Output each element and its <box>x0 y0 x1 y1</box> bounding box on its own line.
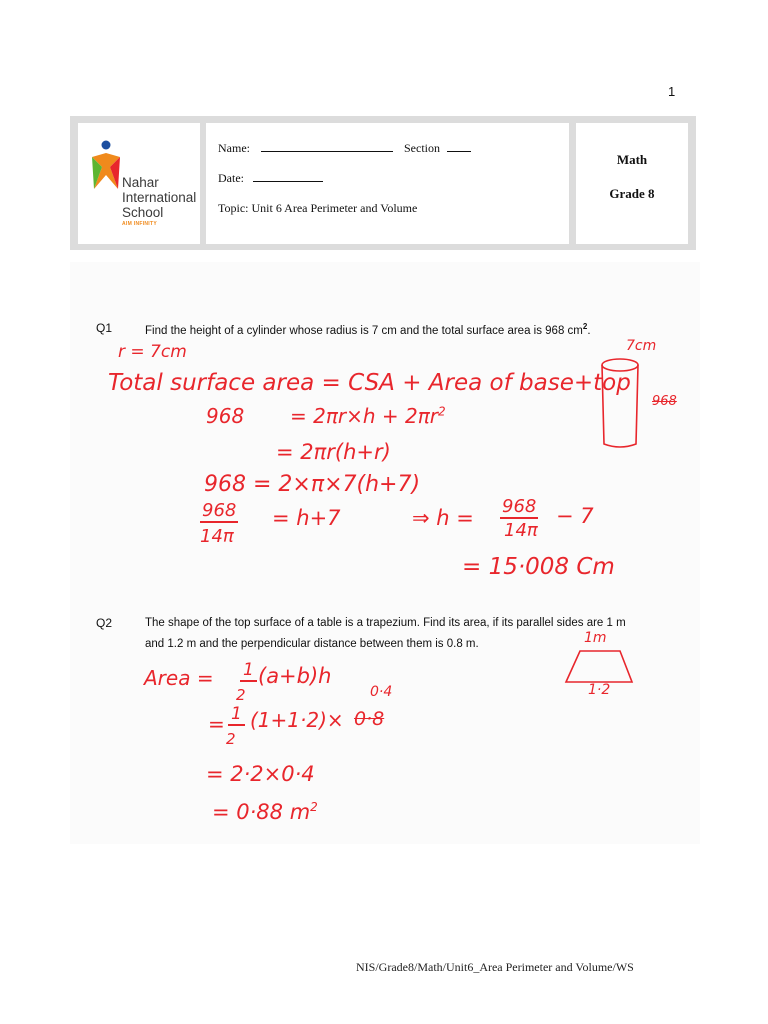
handwritten-fraction-numerator: 968 <box>202 500 237 521</box>
section-label: Section <box>404 141 440 155</box>
worksheet-header <box>70 116 696 250</box>
page-footer: NIS/Grade8/Math/Unit6_Area Perimeter and Volume/WS <box>356 960 634 974</box>
handwritten-step: = <box>208 712 225 736</box>
question-text: Find the height of a cylinder whose radius is 7 cm and the total surface area is 968 $cm^2$. <box>145 322 591 337</box>
school-logo <box>78 123 200 244</box>
handwritten-fraction-numerator: 968 <box>502 496 537 517</box>
question-number: Q1 <box>96 321 113 335</box>
subject-box <box>576 123 688 244</box>
handwritten-note: 0·4 <box>370 684 393 700</box>
handwritten-step: 968 <box>206 404 245 428</box>
date-field[interactable] <box>218 171 323 186</box>
school-tagline: AIM INFINITY <box>122 221 157 227</box>
student-info <box>206 123 569 244</box>
handwritten-step: = 2πr(h+r) <box>276 440 391 464</box>
handwritten-fraction-denominator: 2 <box>236 686 246 704</box>
cylinder-radius-label: 7cm <box>626 338 657 354</box>
handwritten-step: Total surface area = CSA + Area of base+top <box>108 370 631 396</box>
question-text: and 1.2 m and the perpendicular distance between them is 0.8 m. <box>145 638 479 650</box>
handwritten-fraction-denominator: 14π <box>200 526 234 547</box>
handwritten-step: ⇒ h = <box>412 506 474 530</box>
handwritten-step: (1+1·2)× <box>250 708 344 732</box>
handwritten-answer: = 15·008 Cm <box>462 554 615 580</box>
school-name: Nahar International School <box>122 175 197 220</box>
handwritten-step: 968 = 2×π×7(h+7) <box>204 472 421 497</box>
handwritten-step: = $2\pi r\times h + 2\pi r^2$ <box>290 404 446 428</box>
subject-label: Math <box>616 152 648 167</box>
handwritten-fraction-numerator: 1 <box>240 660 257 682</box>
handwritten-step: (a+b)h <box>258 664 332 688</box>
question-number: Q2 <box>96 616 113 630</box>
handwritten-step: r = 7cm <box>118 342 187 362</box>
date-label: Date: <box>218 171 244 185</box>
cylinder-area-label: 968 <box>652 394 677 409</box>
trapezium-top-label: 1m <box>584 630 607 646</box>
grade-label: Grade 8 <box>609 186 655 201</box>
handwritten-fraction-denominator: 14π <box>504 520 538 541</box>
question-text: The shape of the top surface of a table is a trapezium. Find its area, if its parallel sides are 1 m <box>145 617 626 629</box>
name-label: Name: <box>218 141 250 155</box>
handwritten-fraction-denominator: 2 <box>226 730 236 748</box>
handwritten-step: Area = <box>144 666 214 690</box>
handwritten-step: = h+7 <box>272 506 341 530</box>
page-number: 1 <box>668 84 676 99</box>
handwritten-step: = 2·2×0·4 <box>206 762 315 786</box>
handwritten-step: − 7 <box>556 504 594 528</box>
cylinder-figure <box>596 356 646 450</box>
topic-line: Topic: Unit 6 Area Perimeter and Volume <box>218 201 418 215</box>
name-field[interactable] <box>218 141 471 156</box>
handwritten-answer: = 0·88 $m^2$ <box>212 800 318 824</box>
handwritten-step: 0·8 <box>354 708 385 730</box>
handwritten-fraction-numerator: 1 <box>228 704 245 726</box>
trapezium-bottom-label: 1·2 <box>588 682 611 698</box>
